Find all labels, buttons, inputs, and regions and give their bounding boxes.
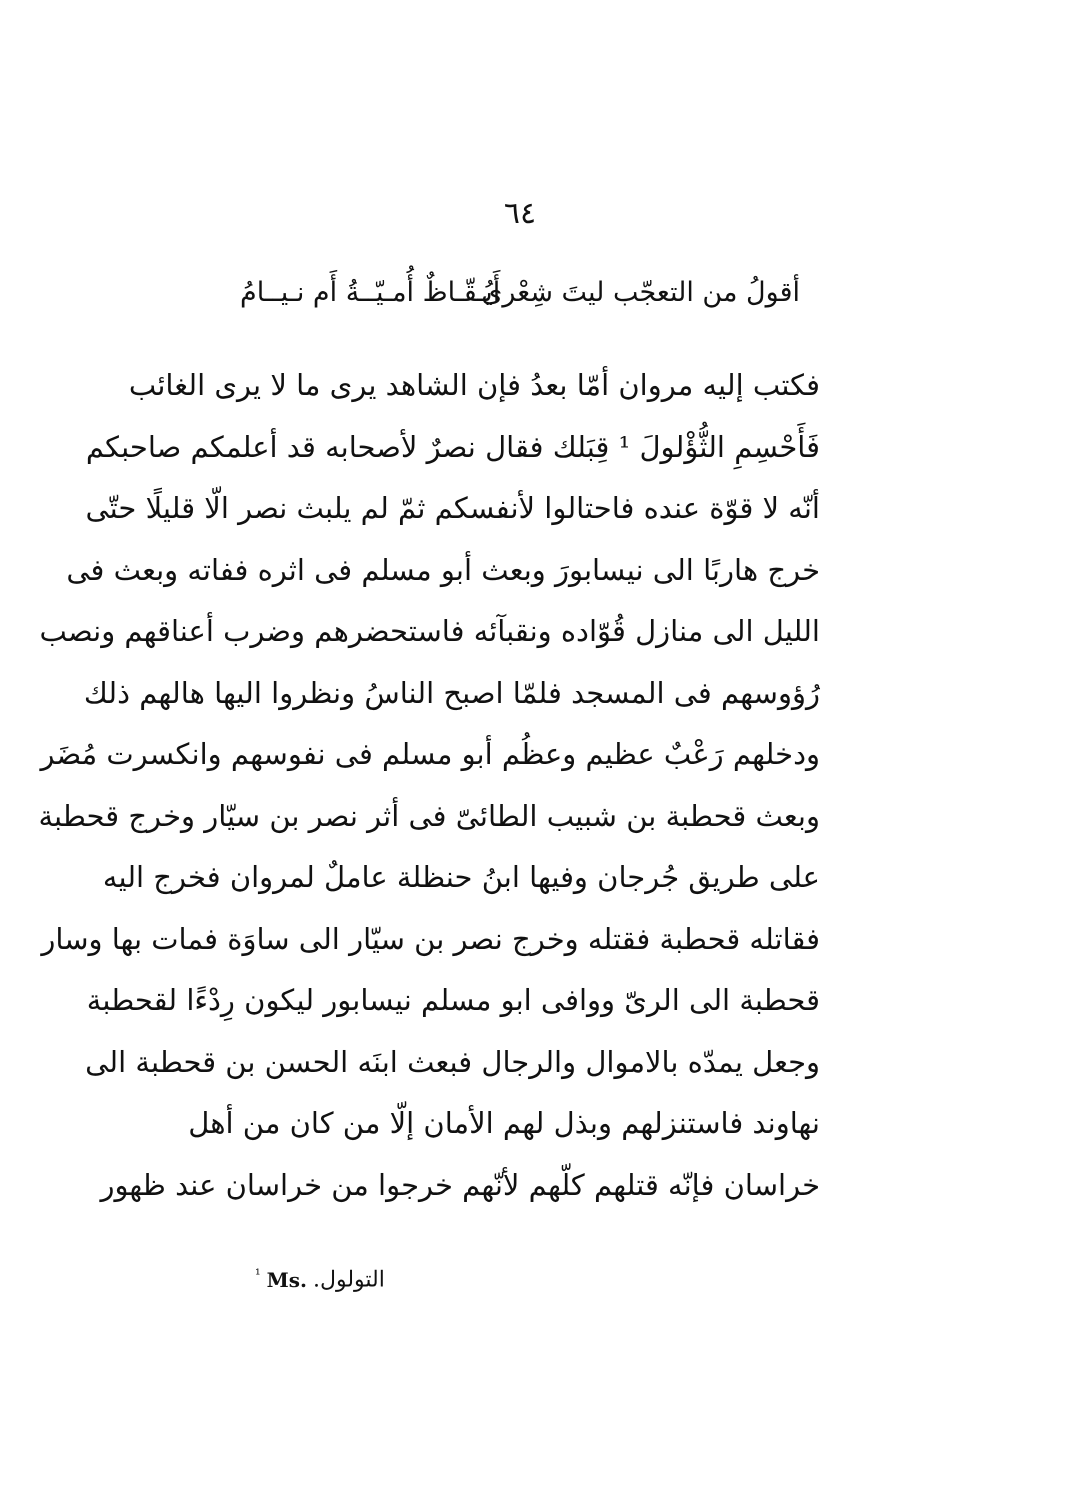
footnote-mark: ¹ [255, 1267, 261, 1283]
text-line: ودخلهم رَعْبٌ عظيم وعظُم أبو مسلم فى نفوسهم وانكسرت مُضَر [40, 737, 820, 771]
text-line: قحطبة الى الرىّ ووافى ابو مسلم نيسابور ليكون رِدْءًا لقحطبة [86, 983, 820, 1017]
text-line: أنّه لا قوّة عنده فاحتالوا لأنفسكم ثمّ لم يلبث نصر الّا قليلًا حتّى [85, 491, 820, 525]
verse-first-hemistich: أقولُ من التعجّب ليتَ شِعْرى [481, 277, 800, 308]
text-line: فَأَحْسِمِ الثُّؤْلولَ ¹ قِبَلك فقال نصرٌ لأصحابه قد أعلمكم صاحبكم [85, 429, 820, 464]
footnote-variant: التولول. [313, 1267, 385, 1293]
text-line: فقاتله قحطبة فقتله وخرج نصر بن سيّار الى ساوَة فمات بها وسار [41, 921, 820, 956]
text-line: خرج هاربًا الى نيسابورَ وبعث أبو مسلم فى اثره ففاته وبعث فى [66, 552, 820, 587]
page-number: ٦٤ [503, 196, 537, 231]
text-line: خراسان فإنّه قتلهم كلّهم لأنّهم خرجوا من خراسان عند ظهور [100, 1167, 820, 1202]
footnote-ms-label: Ms. [266, 1267, 307, 1292]
text-line: وجعل يمدّه بالاموال والرجال فبعث ابنَه الحسن بن قحطبة الى [85, 1044, 820, 1079]
text-line: الليل الى منازل قُوّاده ونقبآئه فاستحضرهم وضرب أعناقهم ونصب [39, 614, 820, 648]
text-line: على طريق جُرجان وفيها ابنُ حنظلة عاملٌ لمروان فخرج اليه [102, 860, 820, 894]
text-line: رُؤوسهم فى المسجد فلمّا اصبح الناسُ ونظروا اليها هالهم ذلك [83, 675, 820, 710]
verse-line [240, 268, 800, 318]
text-line: فكتب إليه مروان أمّا بعدُ فإن الشاهد يرى ما لا يرى الغائب [128, 368, 820, 402]
footnote [255, 1258, 555, 1292]
verse-second-hemistich: أَيُـقّـاظٌ أُمـيّــةُ أَم نـيــامُ [240, 277, 501, 308]
text-line: نهاوند فاستنزلهم وبذل لهم الأمان إلّا من كان من أهل [188, 1106, 820, 1140]
text-line: وبعث قحطبة بن شبيب الطائىّ فى أثر نصر بن سيّار وخرج قحطبة [38, 798, 820, 833]
body-text [38, 355, 820, 1216]
